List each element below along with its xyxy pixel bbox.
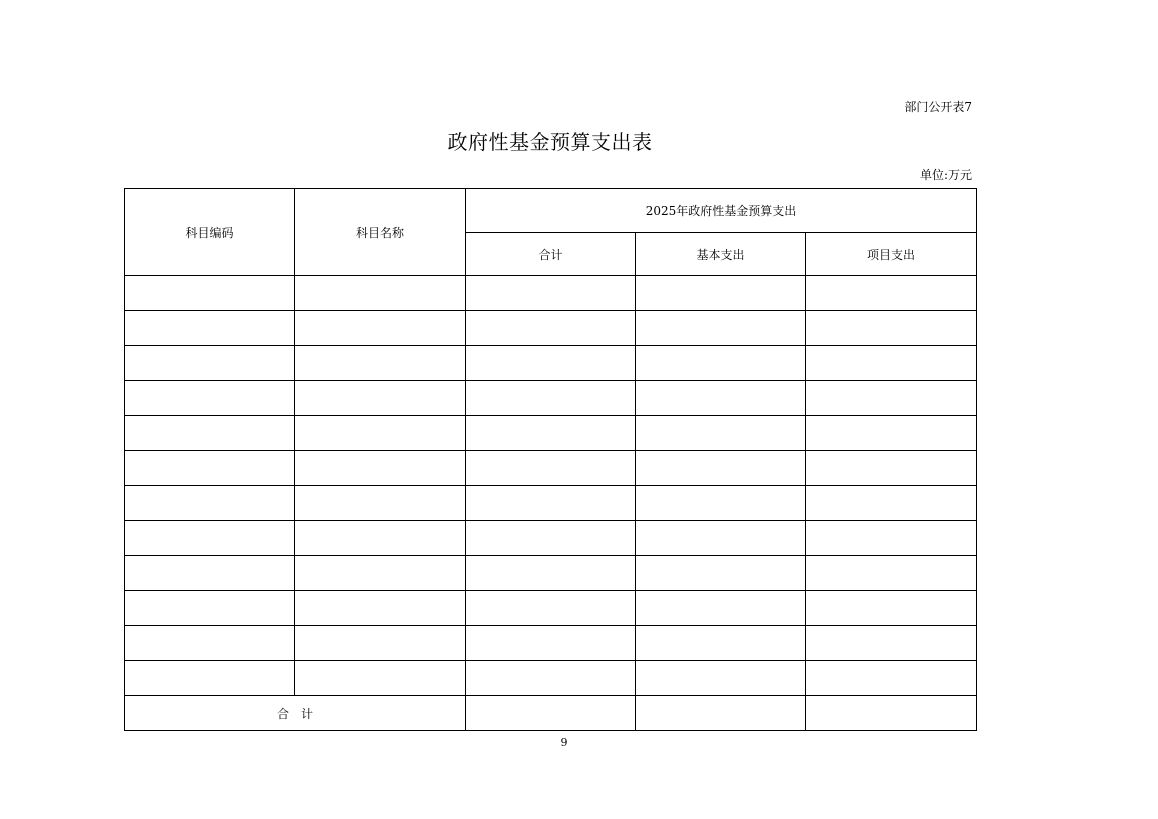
unit-label: 单位:万元 — [919, 168, 972, 182]
table-cell — [125, 486, 295, 521]
header-total: 合计 — [466, 233, 636, 276]
table-row — [125, 626, 977, 661]
table-cell — [466, 276, 636, 311]
table-row — [125, 346, 977, 381]
table-row — [125, 661, 977, 696]
header-basic-expenditure: 基本支出 — [636, 233, 806, 276]
table-cell — [636, 311, 806, 346]
table-row — [125, 521, 977, 556]
table-cell — [466, 346, 636, 381]
table-row — [125, 556, 977, 591]
table-row — [125, 276, 977, 311]
table-cell — [806, 381, 977, 416]
table-cell — [636, 451, 806, 486]
table-cell — [466, 381, 636, 416]
table-row — [125, 486, 977, 521]
table-row — [125, 451, 977, 486]
page-number: 9 — [560, 736, 568, 749]
table-cell — [466, 486, 636, 521]
table-cell — [125, 521, 295, 556]
table-cell — [806, 661, 977, 696]
total-row-total — [466, 696, 636, 731]
table-cell — [636, 591, 806, 626]
table-cell — [806, 276, 977, 311]
table-cell — [295, 346, 466, 381]
table-cell — [636, 416, 806, 451]
table-cell — [295, 416, 466, 451]
table-cell — [636, 661, 806, 696]
header-project-expenditure: 项目支出 — [806, 233, 977, 276]
header-subject-name: 科目名称 — [295, 189, 466, 276]
table-cell — [636, 556, 806, 591]
table-cell — [295, 661, 466, 696]
table-cell — [806, 416, 977, 451]
table-cell — [125, 381, 295, 416]
page-title: 政府性基金预算支出表 — [447, 130, 653, 154]
table-cell — [466, 556, 636, 591]
table-cell — [295, 451, 466, 486]
table-cell — [295, 486, 466, 521]
table-cell — [636, 346, 806, 381]
total-row — [125, 696, 977, 731]
table-cell — [466, 626, 636, 661]
total-row-label: 合 计 — [125, 696, 466, 731]
table-cell — [125, 451, 295, 486]
table-cell — [125, 556, 295, 591]
table-cell — [636, 276, 806, 311]
table-cell — [295, 381, 466, 416]
table-cell — [125, 591, 295, 626]
table-cell — [466, 311, 636, 346]
table-cell — [466, 416, 636, 451]
table-row — [125, 381, 977, 416]
table-cell — [125, 661, 295, 696]
table-cell — [636, 626, 806, 661]
table-cell — [295, 556, 466, 591]
table-cell — [636, 381, 806, 416]
table-cell — [806, 346, 977, 381]
table-row — [125, 416, 977, 451]
table-cell — [466, 661, 636, 696]
table-cell — [125, 626, 295, 661]
table-cell — [125, 416, 295, 451]
table-cell — [806, 311, 977, 346]
table-cell — [806, 556, 977, 591]
table-cell — [125, 276, 295, 311]
table-cell — [806, 486, 977, 521]
header-group-2025-fund-expenditure: 2025年政府性基金预算支出 — [466, 189, 977, 233]
table-row — [125, 311, 977, 346]
table-number-label: 部门公开表7 — [904, 100, 972, 114]
table-cell — [636, 521, 806, 556]
table-cell — [295, 591, 466, 626]
table-row — [125, 591, 977, 626]
table-body — [125, 276, 977, 731]
table-cell — [295, 521, 466, 556]
table-cell — [466, 451, 636, 486]
table-cell — [295, 276, 466, 311]
total-row-basic-expenditure — [636, 696, 806, 731]
table-cell — [636, 486, 806, 521]
table-cell — [295, 626, 466, 661]
table-cell — [295, 311, 466, 346]
table-cell — [125, 311, 295, 346]
table-cell — [806, 521, 977, 556]
table-cell — [466, 521, 636, 556]
header-subject-code: 科目编码 — [125, 189, 295, 276]
budget-table — [124, 188, 977, 731]
table-cell — [806, 626, 977, 661]
table-cell — [125, 346, 295, 381]
table-cell — [806, 451, 977, 486]
table-cell — [466, 591, 636, 626]
table-cell — [806, 591, 977, 626]
total-row-project-expenditure — [806, 696, 977, 731]
